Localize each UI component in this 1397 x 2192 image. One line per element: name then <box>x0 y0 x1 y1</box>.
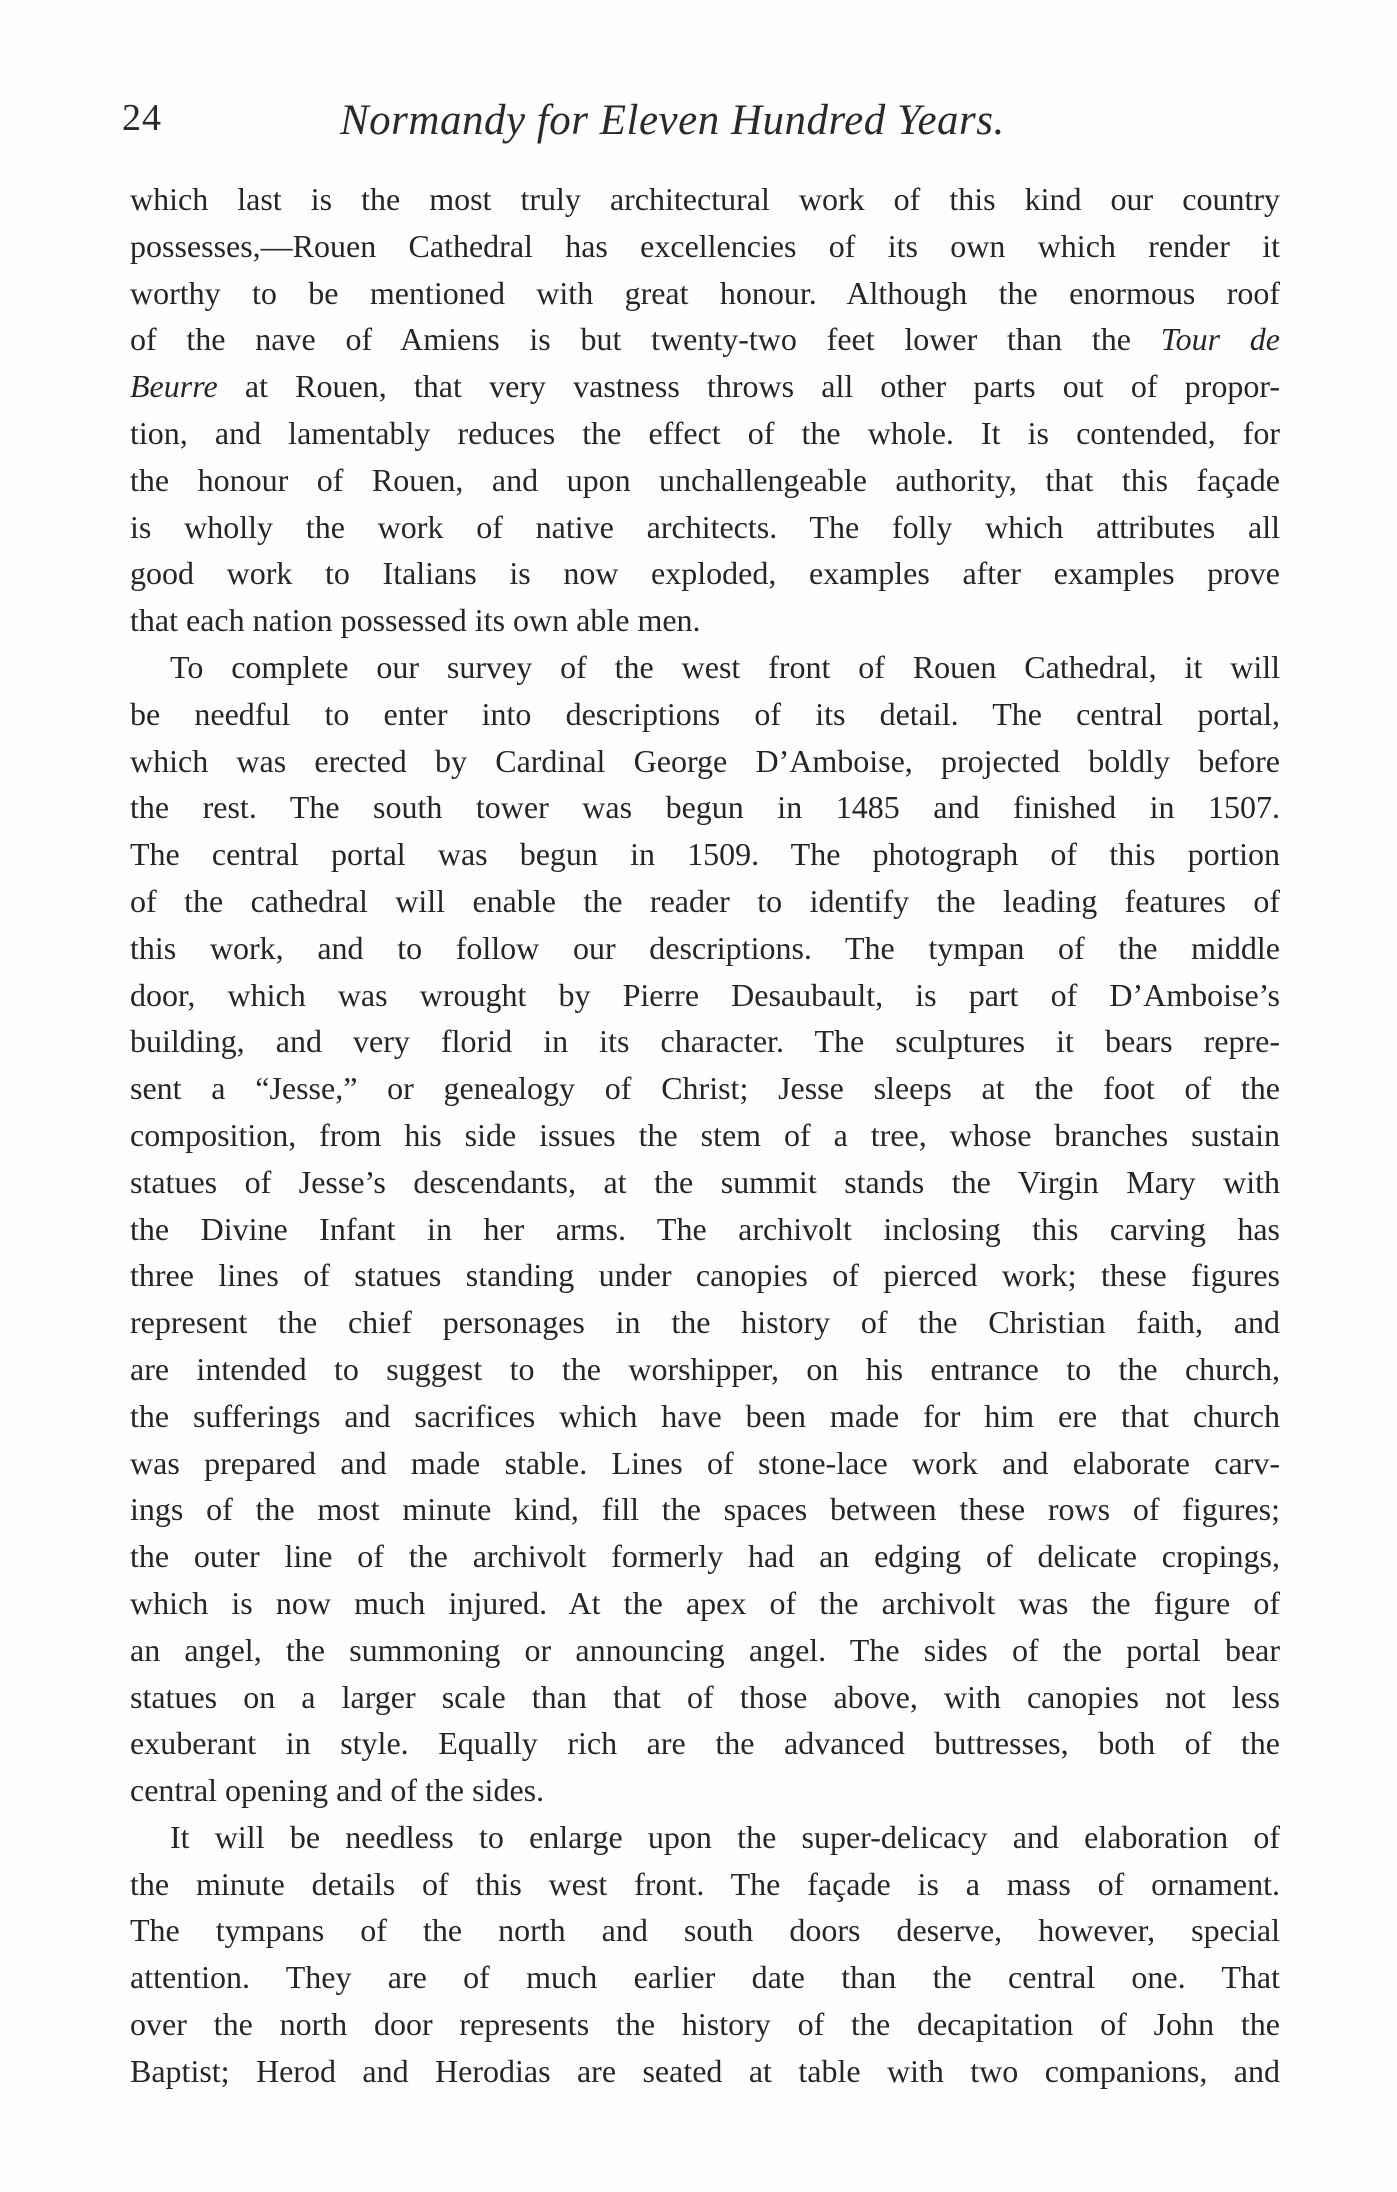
page-number: 24 <box>122 97 162 139</box>
text-line: an angel, the summoning or announcing angel. The sides of the portal bear <box>130 1631 1280 1668</box>
text-line: sent a “Jesse,” or genealogy of Christ; Jesse sleeps at the foot of the <box>130 1070 1280 1107</box>
text-line: which is now much injured. At the apex of the archivolt was the figure of <box>130 1584 1280 1621</box>
text-line: are intended to suggest to the worshipper, on his entrance to the church, <box>130 1350 1280 1387</box>
text-line: possesses,—Rouen Cathedral has excellencies of its own which render it <box>130 227 1280 264</box>
italic-phrase: Beurre <box>130 368 218 405</box>
running-title: Normandy for Eleven Hundred Years. <box>340 97 1005 144</box>
text-line: over the north door represents the history of the decapitation of John the <box>130 2006 1280 2043</box>
text-line: the Divine Infant in her arms. The archivolt inclosing this carving has <box>130 1210 1280 1247</box>
text-line: tion, and lamentably reduces the effect of the whole. It is contended, for <box>130 414 1280 451</box>
text-line: To complete our survey of the west front of Rouen Cathedral, it will <box>170 648 1280 685</box>
paragraph-1 <box>130 176 1280 644</box>
text-line: the outer line of the archivolt formerly had an edging of delicate cropings, <box>130 1538 1280 1575</box>
text-line: statues of Jesse’s descendants, at the summit stands the Virgin Mary with <box>130 1163 1280 1200</box>
text-line: the rest. The south tower was begun in 1485 and finished in 1507. <box>130 789 1280 826</box>
text-line: attention. They are of much earlier date than the central one. That <box>130 1959 1280 1996</box>
text-line: The central portal was begun in 1509. The photograph of this portion <box>130 836 1280 873</box>
text-line: which last is the most truly architectural work of this kind our country <box>130 181 1280 217</box>
text-line: It will be needless to enlarge upon the super-delicacy and elaboration of <box>170 1818 1280 1855</box>
text-line: three lines of statues standing under canopies of pierced work; these figures <box>130 1257 1280 1294</box>
text-line: that each nation possessed its own able men. <box>130 602 701 639</box>
text-line: statues on a larger scale than that of those above, with canopies not less <box>130 1678 1280 1715</box>
text-line: the minute details of this west front. The façade is a mass of ornament. <box>130 1865 1280 1902</box>
text-line: this work, and to follow our descriptions. The tympan of the middle <box>130 929 1280 966</box>
running-header <box>122 96 1272 156</box>
text-line-with-italic <box>130 316 1280 363</box>
text-line: door, which was wrought by Pierre Desaubault, is part of D’Amboise’s <box>130 976 1280 1013</box>
text-line: the sufferings and sacrifices which have been made for him ere that church <box>130 1397 1280 1434</box>
text-line: was prepared and made stable. Lines of stone-lace work and elaborate carv- <box>130 1444 1280 1481</box>
text-segment: of the nave of Amiens is but twenty-two feet lower than the <box>130 321 1161 358</box>
paragraph-2 <box>130 644 1280 1814</box>
text-line: is wholly the work of native architects. The folly which attributes all <box>130 508 1280 545</box>
text-line: good work to Italians is now exploded, examples after examples prove <box>130 555 1280 592</box>
text-line: central opening and of the sides. <box>130 1772 545 1809</box>
text-line: Baptist; Herod and Herodias are seated at table with two companions, and <box>130 2052 1280 2089</box>
body-text <box>130 176 1280 2095</box>
text-line: the honour of Rouen, and upon unchallengeable authority, that this façade <box>130 461 1280 498</box>
text-line: The tympans of the north and south doors deserve, however, special <box>130 1912 1280 1949</box>
text-line: building, and very florid in its character. The sculptures it bears repre- <box>130 1023 1280 1060</box>
text-line: exuberant in style. Equally rich are the advanced buttresses, both of the <box>130 1725 1280 1762</box>
text-line: worthy to be mentioned with great honour. Although the enormous roof <box>130 274 1280 311</box>
text-line: ings of the most minute kind, fill the spaces between these rows of figures; <box>130 1491 1280 1528</box>
text-line-with-italic <box>130 363 1280 410</box>
text-segment: at Rouen, that very vastness throws all other parts out of propor- <box>244 368 1281 405</box>
text-line: composition, from his side issues the stem of a tree, whose branches sustain <box>130 1116 1280 1153</box>
text-line: be needful to enter into descriptions of its detail. The central portal, <box>130 695 1280 732</box>
italic-phrase: Tour de <box>1160 321 1281 358</box>
paragraph-3 <box>130 1814 1280 2095</box>
text-line: of the cathedral will enable the reader to identify the leading features of <box>130 882 1280 919</box>
text-line: which was erected by Cardinal George D’Amboise, projected boldly before <box>130 742 1280 779</box>
text-line: represent the chief personages in the history of the Christian faith, and <box>130 1304 1280 1341</box>
